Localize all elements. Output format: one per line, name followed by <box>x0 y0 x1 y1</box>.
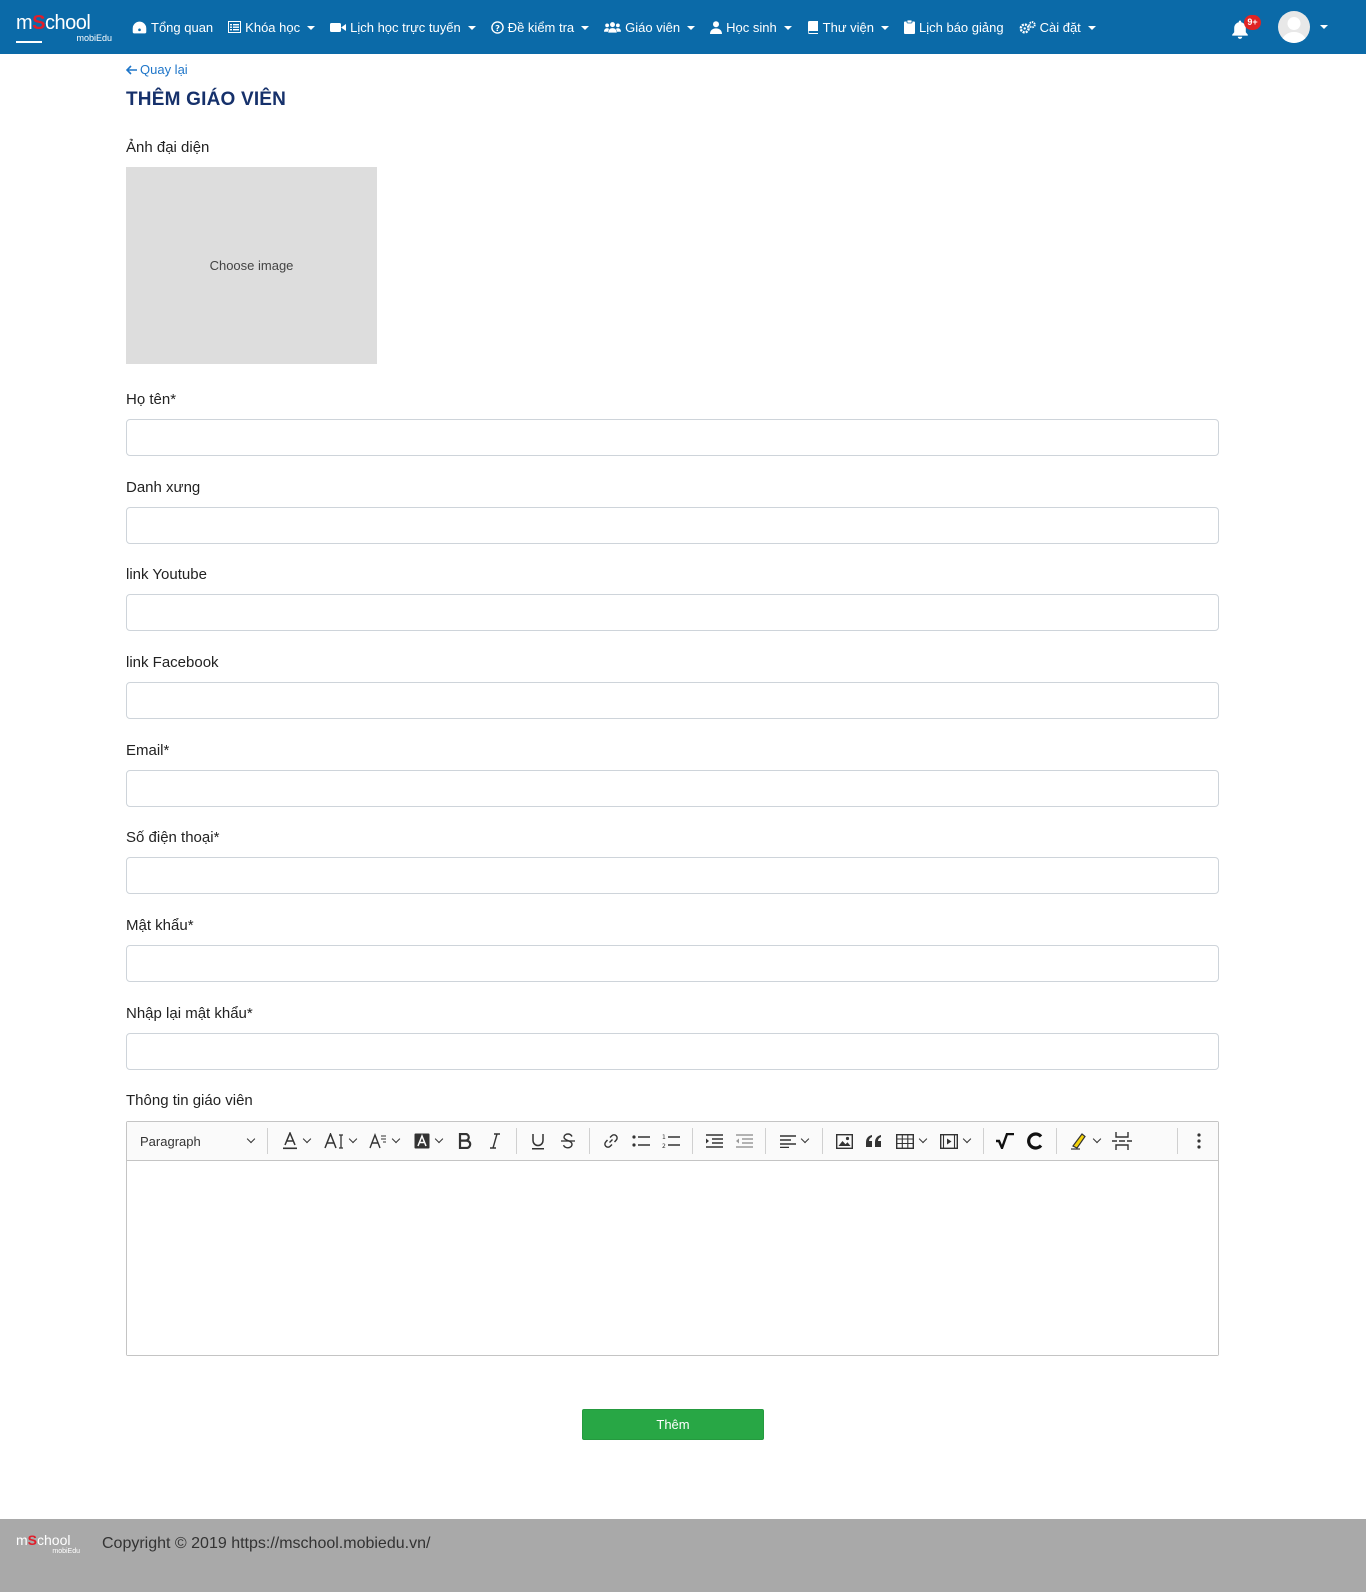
chevron-down-icon <box>784 26 792 30</box>
underline-icon <box>531 1133 545 1150</box>
footer-logo: mSchool mobiEdu <box>16 1532 80 1555</box>
blockquote-button[interactable] <box>859 1127 889 1155</box>
chevron-down-icon <box>303 1135 311 1143</box>
facebook-link-input[interactable] <box>126 682 1219 719</box>
youtube-link-label: link Youtube <box>126 566 207 583</box>
nav-item-teaching-schedule[interactable]: Lịch báo giảng <box>904 20 1004 35</box>
page-title: THÊM GIÁO VIÊN <box>126 89 287 110</box>
title-input[interactable] <box>126 507 1219 544</box>
bold-button[interactable] <box>450 1127 480 1155</box>
choose-image-box[interactable] <box>126 167 377 364</box>
avatar-icon <box>1278 11 1310 43</box>
cogs-icon <box>1019 21 1036 34</box>
chevron-down-icon <box>307 26 315 30</box>
numbered-list-icon <box>662 1133 680 1149</box>
chevron-down-icon <box>919 1135 927 1143</box>
outdent-icon <box>735 1134 753 1148</box>
align-button[interactable] <box>772 1127 816 1155</box>
full-name-input[interactable] <box>126 419 1219 456</box>
italic-icon <box>489 1133 501 1149</box>
chevron-down-icon <box>801 1135 809 1143</box>
bulleted-list-button[interactable] <box>626 1127 656 1155</box>
add-teacher-button[interactable]: Thêm <box>582 1409 764 1440</box>
confirm-password-label: Nhập lại mật khẩu* <box>126 1005 253 1022</box>
font-family-icon <box>369 1133 387 1149</box>
outdent-button[interactable] <box>729 1127 759 1155</box>
confirm-password-input[interactable] <box>126 1033 1219 1070</box>
bold-icon <box>458 1133 472 1149</box>
users-icon <box>604 21 621 33</box>
nav-item-teachers[interactable]: Giáo viên <box>604 20 695 35</box>
chevron-down-icon <box>581 26 589 30</box>
svg-text:2: 2 <box>662 1143 666 1149</box>
arrow-left-icon <box>126 65 137 75</box>
rich-text-editor <box>126 1121 1219 1356</box>
video-icon <box>330 22 346 33</box>
nav-item-courses[interactable]: Khóa học <box>228 20 315 35</box>
user-icon <box>710 21 722 34</box>
chevron-down-icon <box>963 1135 971 1143</box>
insert-media-button[interactable] <box>933 1127 977 1155</box>
nav-item-library[interactable]: Thư viện <box>807 20 889 35</box>
strikethrough-button[interactable] <box>553 1127 583 1155</box>
phone-input[interactable] <box>126 857 1219 894</box>
top-navbar <box>0 0 1366 54</box>
bulleted-list-icon <box>632 1134 650 1148</box>
choose-image-text: Choose image <box>209 258 294 273</box>
nav-item-settings[interactable]: Cài đặt <box>1019 20 1096 35</box>
highlight-icon <box>1070 1132 1088 1150</box>
nav-item-students[interactable]: Học sinh <box>710 20 792 35</box>
indent-icon <box>705 1134 723 1148</box>
underline-button[interactable] <box>523 1127 553 1155</box>
font-size-button[interactable] <box>318 1127 362 1155</box>
strikethrough-icon <box>561 1133 575 1149</box>
align-icon <box>780 1135 796 1148</box>
nav-item-exams[interactable]: ? Đề kiểm tra <box>491 20 589 35</box>
indent-button[interactable] <box>699 1127 729 1155</box>
svg-text:1: 1 <box>662 1134 666 1141</box>
password-label: Mật khẩu* <box>126 917 194 934</box>
footer <box>0 1519 1366 1592</box>
numbered-list-button[interactable] <box>656 1127 686 1155</box>
insert-table-button[interactable] <box>889 1127 933 1155</box>
phone-label: Số điện thoại* <box>126 829 220 846</box>
font-background-button[interactable] <box>406 1127 450 1155</box>
page-break-button[interactable] <box>1107 1127 1137 1155</box>
chevron-down-icon <box>468 26 476 30</box>
math-button[interactable] <box>990 1127 1020 1155</box>
table-icon <box>896 1134 914 1149</box>
link-icon <box>603 1133 619 1149</box>
title-label: Danh xưng <box>126 479 201 496</box>
italic-button[interactable] <box>480 1127 510 1155</box>
password-input[interactable] <box>126 945 1219 982</box>
chevron-down-icon <box>392 1135 400 1143</box>
more-icon <box>1197 1133 1201 1149</box>
email-label: Email* <box>126 742 170 759</box>
list-icon <box>228 21 241 33</box>
nav-item-overview[interactable]: Tổng quan <box>132 20 213 35</box>
book-icon <box>807 21 819 34</box>
insert-image-button[interactable] <box>829 1127 859 1155</box>
avatar-upload-label: Ảnh đại diện <box>126 139 210 156</box>
svg-text:?: ? <box>494 22 500 33</box>
chevron-down-icon <box>1093 1135 1101 1143</box>
email-input[interactable] <box>126 770 1219 807</box>
question-circle-icon <box>491 21 504 34</box>
chevron-down-icon <box>435 1135 443 1143</box>
editor-toolbar <box>127 1122 1218 1161</box>
facebook-link-label: link Facebook <box>126 654 219 671</box>
dashboard-icon <box>132 21 147 34</box>
brand-logo-sub: mobiEdu <box>76 33 112 43</box>
page-break-icon <box>1112 1132 1132 1150</box>
blockquote-icon <box>866 1135 882 1148</box>
teacher-info-label: Thông tin giáo viên <box>126 1092 253 1109</box>
user-avatar[interactable] <box>1278 11 1310 43</box>
font-size-icon <box>324 1133 344 1149</box>
chevron-down-icon <box>687 26 695 30</box>
font-color-icon <box>282 1132 298 1150</box>
copyright-text: Copyright © 2019 https://mschool.mobiedu.vn/ <box>102 1535 431 1552</box>
highlight-button[interactable] <box>1063 1127 1107 1155</box>
clipboard-icon <box>904 20 915 34</box>
chevron-down-icon <box>349 1135 357 1143</box>
math-icon <box>995 1133 1015 1149</box>
chemistry-button[interactable] <box>1020 1127 1050 1155</box>
media-icon <box>940 1134 958 1149</box>
brand-logo[interactable]: mSchool mobiEdu <box>16 12 112 43</box>
font-color-button[interactable] <box>274 1127 318 1155</box>
link-button[interactable] <box>596 1127 626 1155</box>
chevron-down-icon <box>247 1135 255 1143</box>
nav-item-online-schedule[interactable]: Lịch học trực tuyến <box>330 20 476 35</box>
image-icon <box>836 1134 853 1149</box>
chevron-down-icon <box>1088 26 1096 30</box>
notification-badge: 9+ <box>1244 15 1261 30</box>
main-menu <box>132 0 1111 54</box>
chevron-down-icon <box>881 26 889 30</box>
back-link[interactable]: Quay lại <box>126 62 188 77</box>
youtube-link-input[interactable] <box>126 594 1219 631</box>
font-background-icon <box>414 1133 430 1149</box>
full-name-label: Họ tên* <box>126 391 177 408</box>
chevron-down-icon[interactable] <box>1320 25 1328 29</box>
paragraph-dropdown[interactable]: Paragraph <box>133 1127 261 1155</box>
font-family-button[interactable] <box>362 1127 406 1155</box>
chemistry-icon <box>1026 1132 1044 1150</box>
more-tools-button[interactable] <box>1184 1127 1214 1155</box>
editor-content-area[interactable] <box>127 1161 1218 1355</box>
